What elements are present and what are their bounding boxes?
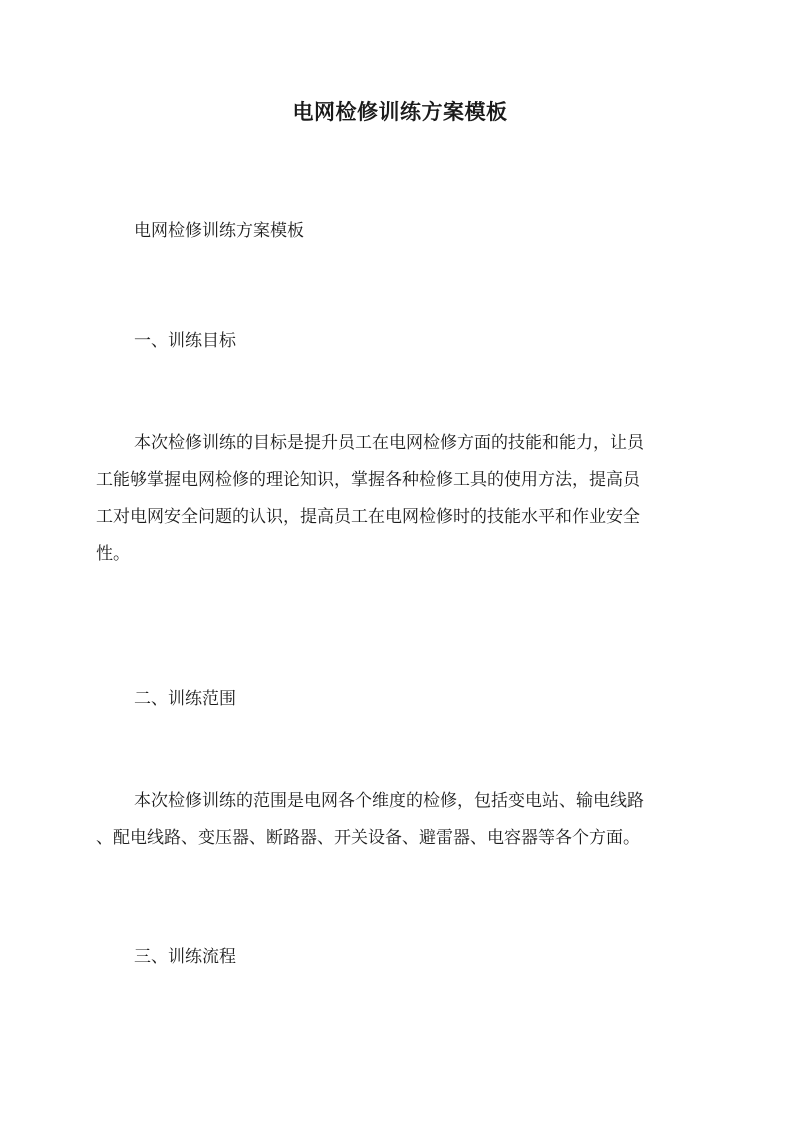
document-title: 电网检修训练方案模板 xyxy=(292,99,508,124)
section-paragraph-scope xyxy=(96,783,700,857)
paragraph-line: 工对电网安全问题的认识，提高员工在电网检修时的技能水平和作业安全 xyxy=(96,507,640,527)
document-subtitle: 电网检修训练方案模板 xyxy=(134,221,304,241)
paragraph-line: 、配电线路、变压器、断路器、开关设备、避雷器、电容器等各个方面。 xyxy=(96,828,640,848)
paragraph-line: 性。 xyxy=(96,544,130,564)
section-heading-goals: 一、训练目标 xyxy=(134,331,236,351)
section-heading-process: 三、训练流程 xyxy=(134,947,236,967)
paragraph-line: 工能够掌握电网检修的理论知识，掌握各种检修工具的使用方法，提高员 xyxy=(96,470,640,490)
paragraph-line: 本次检修训练的目标是提升员工在电网检修方面的技能和能力，让员 xyxy=(134,433,644,453)
paragraph-line: 本次检修训练的范围是电网各个维度的检修，包括变电站、输电线路 xyxy=(134,791,644,811)
section-paragraph-goals xyxy=(96,425,700,573)
section-heading-scope: 二、训练范围 xyxy=(134,689,236,709)
